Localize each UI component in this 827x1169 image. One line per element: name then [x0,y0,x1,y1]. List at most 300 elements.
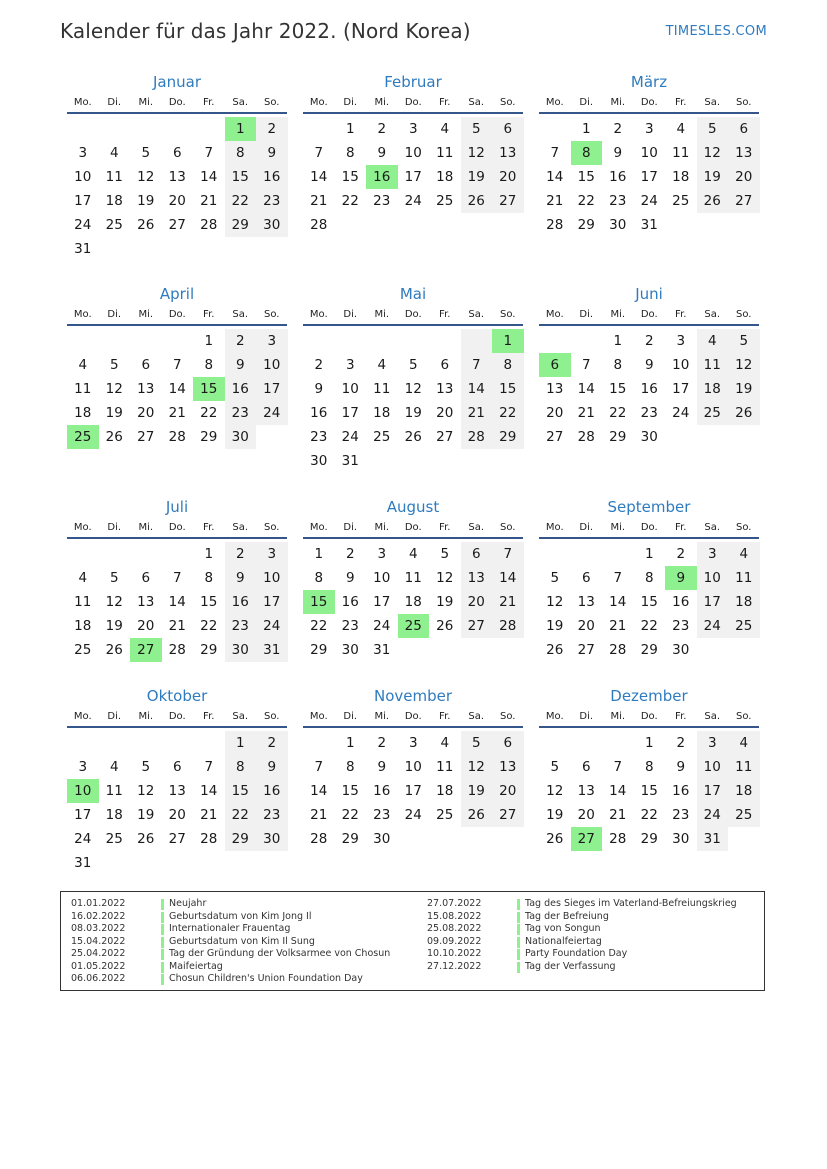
day-cell: 25 [105,831,123,847]
weekday-label: So. [500,308,516,320]
day-empty [162,731,194,755]
day-grid [539,329,759,449]
weekday-label: So. [736,96,752,108]
day-cell: 4 [377,357,387,373]
day-cell: 28 [609,831,627,847]
day-cell: 30 [672,642,690,658]
weekday-label: Do. [640,521,658,533]
day-cell: 9 [225,566,257,590]
holiday-date: 15.04.2022 [71,935,126,947]
day-cell: 3 [377,546,387,562]
day-empty [398,449,430,473]
day-cell: 30 [609,217,627,233]
day-cell: 8 [345,759,355,775]
weekday-label: Sa. [232,521,249,533]
day-cell: 30 [373,831,391,847]
day-cell: 30 [256,213,288,237]
day-cell: 27 [168,831,186,847]
day-cell: 4 [440,735,450,751]
day-holiday: 1 [225,117,257,141]
day-cell: 19 [461,779,493,803]
day-cell: 3 [78,759,88,775]
holiday-name: Maifeiertag [169,960,223,972]
weekday-header [303,517,523,539]
day-cell: 12 [105,594,123,610]
day-cell: 25 [436,193,454,209]
day-cell: 14 [609,594,627,610]
day-cell: 4 [697,329,729,353]
weekday-label: Fr. [675,96,687,108]
day-cell: 6 [581,570,591,586]
day-cell: 24 [256,614,288,638]
weekday-label: Sa. [232,96,249,108]
day-grid [539,731,759,851]
day-cell: 15 [341,169,359,185]
weekday-label: So. [500,96,516,108]
day-cell: 22 [341,193,359,209]
month-oktober [67,686,287,875]
day-empty [492,213,524,237]
day-cell: 3 [697,731,729,755]
day-cell: 20 [168,807,186,823]
day-cell: 6 [141,357,151,373]
holiday-name: Party Foundation Day [525,948,628,959]
day-cell: 28 [461,425,493,449]
weekday-label: Do. [168,96,186,108]
day-cell: 22 [310,618,328,634]
weekday-label: Fr. [439,308,451,320]
weekday-label: Do. [168,521,186,533]
day-cell: 14 [577,381,595,397]
day-cell: 21 [200,193,218,209]
day-cell: 29 [640,831,658,847]
holiday-date: 10.10.2022 [427,948,482,959]
day-grid [539,117,759,237]
day-cell: 22 [225,803,257,827]
holiday-marker [517,949,520,960]
day-empty [303,117,335,141]
day-cell: 4 [109,145,119,161]
day-cell: 20 [577,618,595,634]
weekday-label: Sa. [468,521,485,533]
day-empty [225,237,257,261]
day-cell: 25 [728,803,760,827]
month-name: August [386,498,440,516]
day-cell: 12 [137,783,155,799]
month-name: Oktober [146,687,208,705]
brand-link[interactable]: TIMESLES.COM [665,24,767,39]
holiday-name: Geburtsdatum von Kim Jong Il [169,910,312,922]
month-name: Januar [153,73,201,91]
day-cell: 16 [373,783,391,799]
day-cell: 4 [440,121,450,137]
month-name: Juli [165,498,189,516]
day-empty [130,851,162,875]
day-cell: 9 [644,357,654,373]
month-name: September [607,498,691,516]
day-cell: 9 [676,759,686,775]
holiday-name: Tag des Sieges im Vaterland-Befreiungskrieg [525,898,737,909]
weekday-label: Do. [168,710,186,722]
day-holiday: 16 [366,165,398,189]
day-empty [398,213,430,237]
weekday-label: Mo. [545,521,564,533]
day-cell: 26 [105,642,123,658]
holiday-date: 08.03.2022 [71,923,126,934]
day-cell: 26 [461,803,493,827]
day-cell: 17 [404,169,422,185]
holiday-marker [161,899,164,910]
day-cell: 8 [492,353,524,377]
day-cell: 30 [341,642,359,658]
day-cell: 5 [461,117,493,141]
weekday-label: Mi. [610,308,626,320]
day-cell: 7 [461,353,493,377]
day-cell: 3 [408,735,418,751]
weekday-label: Mo. [73,710,92,722]
day-cell: 24 [672,405,690,421]
day-empty [429,638,461,662]
day-cell: 1 [644,735,654,751]
day-empty [162,117,194,141]
weekday-label: Sa. [468,308,485,320]
day-cell: 12 [461,755,493,779]
month-dezember [539,686,759,851]
month-mai [303,284,523,473]
day-cell: 9 [613,145,623,161]
month-name: März [630,73,668,91]
holiday-name: Geburtsdatum von Kim Il Sung [169,935,315,947]
day-empty [461,638,493,662]
day-cell: 14 [200,783,218,799]
day-holiday: 9 [665,566,697,590]
day-cell: 9 [256,141,288,165]
day-cell: 3 [408,121,418,137]
weekday-label: Do. [168,308,186,320]
month-name: Mai [399,285,427,303]
day-cell: 27 [137,429,155,445]
day-cell: 11 [697,353,729,377]
weekday-label: Sa. [704,308,721,320]
day-cell: 11 [74,381,92,397]
day-cell: 20 [436,405,454,421]
day-cell: 28 [310,217,328,233]
day-cell: 19 [137,193,155,209]
day-cell: 26 [697,189,729,213]
day-cell: 8 [314,570,324,586]
day-empty [335,329,367,353]
day-empty [728,638,760,662]
day-cell: 25 [74,642,92,658]
day-empty [99,237,131,261]
weekday-header [67,706,287,728]
day-cell: 27 [577,642,595,658]
day-cell: 18 [74,618,92,634]
month-name: Februar [384,73,442,91]
weekday-label: Mo. [73,521,92,533]
day-cell: 13 [577,783,595,799]
day-cell: 16 [256,779,288,803]
day-cell: 27 [492,803,524,827]
day-cell: 10 [672,357,690,373]
day-empty [728,425,760,449]
day-empty [429,329,461,353]
holiday-marker [161,937,164,948]
weekday-label: Di. [107,521,122,533]
day-cell: 26 [137,217,155,233]
weekday-label: So. [736,710,752,722]
weekday-label: So. [264,710,280,722]
day-cell: 22 [200,618,218,634]
day-grid [67,542,287,662]
day-cell: 29 [577,217,595,233]
day-cell: 19 [546,618,564,634]
day-cell: 10 [697,755,729,779]
day-cell: 24 [697,614,729,638]
day-holiday: 1 [492,329,524,353]
weekday-label: Mo. [73,308,92,320]
day-cell: 28 [310,831,328,847]
weekday-label: Fr. [675,308,687,320]
weekday-label: Sa. [232,308,249,320]
day-cell: 1 [314,546,324,562]
weekday-label: Mi. [610,96,626,108]
day-cell: 24 [74,217,92,233]
holiday-marker [161,962,164,973]
weekday-label: Mo. [309,710,328,722]
page-title: Kalender für das Jahr 2022. (Nord Korea) [60,19,471,43]
holiday-marker [161,912,164,923]
weekday-label: Mi. [138,308,154,320]
weekday-label: Mo. [545,308,564,320]
day-cell: 5 [697,117,729,141]
day-empty [162,329,194,353]
day-cell: 30 [225,425,257,449]
day-cell: 12 [546,783,564,799]
day-empty [99,542,131,566]
day-cell: 28 [492,614,524,638]
day-cell: 23 [609,193,627,209]
day-cell: 8 [345,145,355,161]
day-cell: 22 [609,405,627,421]
day-cell: 22 [341,807,359,823]
day-empty [67,117,99,141]
day-cell: 5 [461,731,493,755]
day-cell: 1 [345,735,355,751]
day-cell: 20 [577,807,595,823]
day-cell: 30 [310,453,328,469]
day-cell: 28 [609,642,627,658]
weekday-label: Sa. [468,96,485,108]
day-cell: 14 [492,566,524,590]
weekday-header [539,304,759,326]
day-cell: 14 [546,169,564,185]
day-grid [67,329,287,449]
day-cell: 28 [168,642,186,658]
day-cell: 16 [640,381,658,397]
day-cell: 22 [492,401,524,425]
day-cell: 31 [697,827,729,851]
weekday-label: Di. [107,96,122,108]
weekday-label: Mo. [545,710,564,722]
holiday-name: Tag von Songun [525,923,601,934]
day-cell: 25 [436,807,454,823]
day-cell: 26 [105,429,123,445]
weekday-header [539,517,759,539]
day-empty [571,329,603,353]
day-empty [539,731,571,755]
weekday-label: Mo. [309,521,328,533]
day-cell: 23 [310,429,328,445]
weekday-label: Fr. [203,710,215,722]
day-cell: 2 [225,329,257,353]
day-cell: 26 [404,429,422,445]
day-cell: 10 [404,759,422,775]
day-cell: 21 [200,807,218,823]
month-name: November [373,687,453,705]
day-cell: 31 [74,241,92,257]
day-cell: 14 [310,169,328,185]
day-cell: 14 [168,594,186,610]
weekday-header [539,92,759,114]
weekday-label: Di. [343,710,358,722]
day-cell: 6 [172,759,182,775]
holiday-legend [60,891,765,991]
weekday-label: Do. [640,308,658,320]
day-cell: 8 [204,570,214,586]
weekday-label: Di. [343,308,358,320]
day-cell: 26 [436,618,454,634]
day-empty [398,329,430,353]
weekday-label: So. [500,521,516,533]
day-cell: 24 [697,803,729,827]
weekday-label: Sa. [704,710,721,722]
day-cell: 25 [697,401,729,425]
day-cell: 6 [581,759,591,775]
day-cell: 22 [225,189,257,213]
day-cell: 16 [341,594,359,610]
day-empty [366,449,398,473]
day-cell: 8 [644,759,654,775]
day-empty [130,117,162,141]
day-cell: 15 [225,165,257,189]
day-cell: 5 [728,329,760,353]
day-cell: 20 [728,165,760,189]
weekday-label: Sa. [232,710,249,722]
day-cell: 2 [377,121,387,137]
day-cell: 23 [640,405,658,421]
day-cell: 19 [436,594,454,610]
day-cell: 3 [644,121,654,137]
day-cell: 12 [436,570,454,586]
month-märz [539,72,759,237]
day-cell: 2 [225,542,257,566]
day-cell: 13 [577,594,595,610]
day-cell: 12 [461,141,493,165]
day-cell: 29 [200,429,218,445]
day-cell: 30 [672,831,690,847]
day-cell: 11 [404,570,422,586]
day-cell: 2 [644,333,654,349]
day-empty [99,117,131,141]
day-cell: 20 [168,193,186,209]
day-cell: 4 [78,357,88,373]
day-cell: 20 [461,590,493,614]
day-empty [67,542,99,566]
day-empty [602,542,634,566]
weekday-header [303,304,523,326]
day-cell: 17 [697,779,729,803]
day-empty [193,851,225,875]
day-cell: 11 [105,783,123,799]
weekday-label: Di. [579,710,594,722]
day-cell: 11 [105,169,123,185]
weekday-label: Mi. [138,96,154,108]
day-cell: 23 [225,614,257,638]
weekday-header [303,706,523,728]
day-holiday: 6 [539,353,571,377]
day-empty [492,827,524,851]
holiday-date: 15.08.2022 [427,910,482,922]
day-empty [539,542,571,566]
weekday-label: Do. [404,521,422,533]
day-empty [67,329,99,353]
day-cell: 23 [341,618,359,634]
day-empty [256,851,288,875]
day-cell: 3 [345,357,355,373]
day-cell: 19 [546,807,564,823]
day-cell: 5 [550,570,560,586]
day-cell: 16 [310,405,328,421]
weekday-label: Fr. [203,308,215,320]
month-name: April [159,285,195,303]
day-cell: 2 [377,735,387,751]
day-cell: 29 [200,642,218,658]
day-cell: 23 [672,618,690,634]
day-cell: 12 [728,353,760,377]
day-cell: 17 [697,590,729,614]
day-cell: 27 [436,429,454,445]
day-cell: 15 [640,594,658,610]
day-cell: 19 [105,405,123,421]
day-cell: 13 [137,594,155,610]
day-cell: 6 [141,570,151,586]
day-cell: 25 [105,217,123,233]
day-cell: 30 [256,827,288,851]
holiday-date: 27.12.2022 [427,960,482,972]
weekday-label: Mi. [610,710,626,722]
weekday-label: Mo. [73,96,92,108]
day-empty [225,851,257,875]
day-cell: 15 [577,169,595,185]
day-cell: 23 [256,803,288,827]
day-holiday: 8 [571,141,603,165]
weekday-label: Di. [107,710,122,722]
weekday-label: So. [500,710,516,722]
day-cell: 14 [168,381,186,397]
month-august [303,497,523,662]
day-cell: 19 [137,807,155,823]
weekday-label: Fr. [439,710,451,722]
day-cell: 17 [341,405,359,421]
weekday-label: Do. [404,308,422,320]
weekday-header [67,92,287,114]
day-cell: 17 [256,377,288,401]
day-cell: 28 [577,429,595,445]
day-empty [492,449,524,473]
day-cell: 13 [168,783,186,799]
weekday-label: Sa. [704,96,721,108]
